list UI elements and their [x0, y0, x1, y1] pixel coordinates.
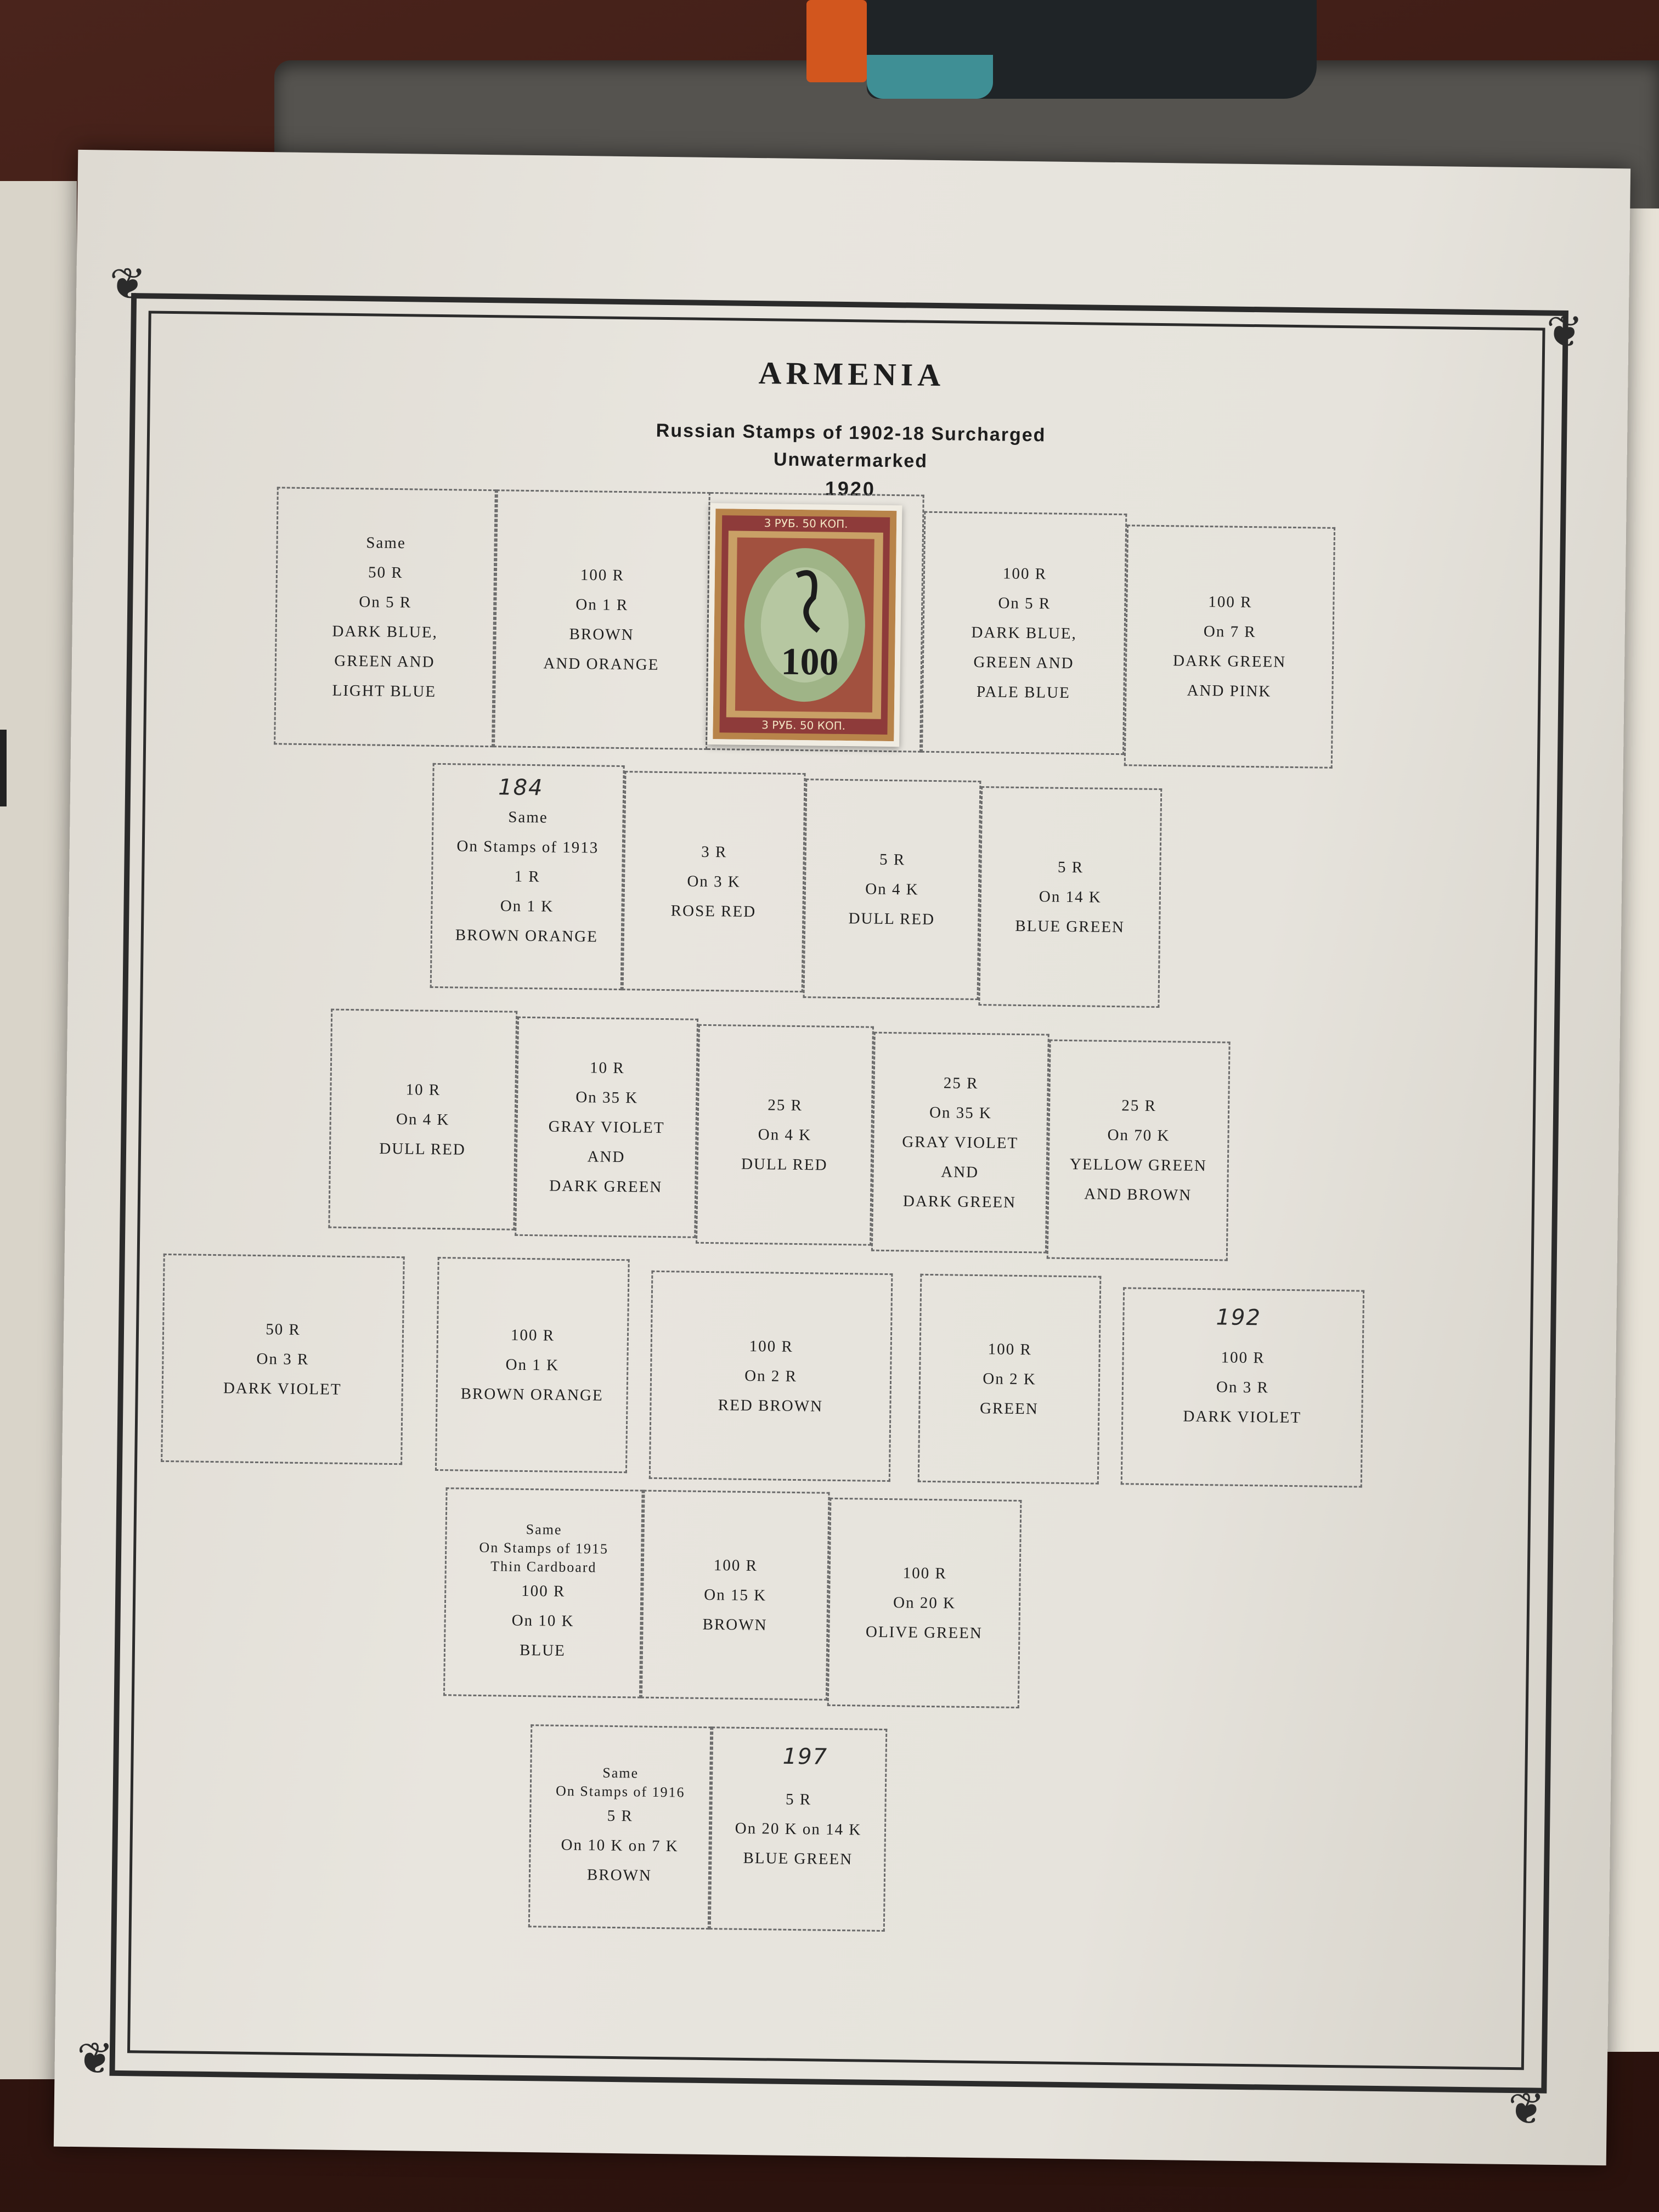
stamp-caption: On 4 K	[865, 880, 919, 899]
stamp-bottom-text: 3 РУБ. 50 КОП.	[761, 718, 846, 733]
stamp-space[interactable]	[443, 1487, 644, 1698]
stamp-caption: BLUE	[519, 1641, 566, 1660]
stamp-caption: DULL RED	[848, 910, 935, 929]
stamp-caption: 5 R	[607, 1807, 634, 1825]
stamp-caption: On 20 K	[893, 1594, 956, 1612]
stamp-space[interactable]	[1121, 1287, 1364, 1487]
album-page	[54, 150, 1630, 2165]
stamp-space[interactable]	[921, 511, 1127, 755]
stamp-caption: DARK VIOLET	[1183, 1407, 1302, 1427]
stamp-caption: 5 R	[1057, 858, 1084, 877]
stamp-top-text: 3 РУБ. 50 КОП.	[764, 516, 848, 531]
stamp-caption: GRAY VIOLET	[902, 1133, 1019, 1152]
handwritten-note: 184	[498, 775, 544, 801]
stamp-caption: On 10 K	[511, 1611, 574, 1630]
stamp-space[interactable]	[328, 1009, 517, 1231]
stamp-space[interactable]	[641, 1490, 830, 1701]
stamp-space[interactable]	[435, 1257, 630, 1473]
stamp-caption: RED BROWN	[718, 1396, 823, 1415]
corner-ornament-icon: ❦	[1508, 2085, 1545, 2134]
stamp-caption: On 5 R	[359, 593, 412, 612]
stamp-caption: On Stamps of 1916	[555, 1782, 685, 1801]
stamp-caption: 25 R	[1121, 1097, 1157, 1115]
stamp-space[interactable]	[918, 1274, 1102, 1485]
stamp-caption: On 14 K	[1039, 888, 1102, 906]
stamp-space[interactable]	[493, 489, 710, 750]
stamp-caption: 50 R	[368, 563, 403, 582]
stamp-caption: 25 R	[768, 1096, 803, 1115]
stamp-caption: On 3 K	[687, 872, 741, 891]
stamp-caption: BROWN	[569, 625, 634, 644]
stamp-caption: On 70 K	[1107, 1126, 1170, 1145]
page-tab	[0, 730, 7, 806]
stamp-caption: 100 R	[1208, 593, 1252, 612]
stamp-caption: GREEN	[979, 1400, 1039, 1418]
stamp-caption: DARK BLUE,	[971, 623, 1077, 643]
page-subtitle: Russian Stamps of 1902-18 Surcharged	[656, 420, 1046, 446]
stamp-caption: AND	[587, 1148, 625, 1166]
stamp-space[interactable]	[827, 1498, 1022, 1708]
stamp-image-icon	[713, 509, 896, 741]
stamp-caption: DARK GREEN	[1172, 652, 1286, 671]
stamp-caption: On 1 K	[500, 897, 554, 916]
stamp-caption: 50 R	[266, 1321, 301, 1339]
stamp-caption: DARK BLUE,	[332, 622, 438, 641]
stamp-caption: AND ORANGE	[543, 654, 659, 674]
stamp-caption: 3 R	[701, 843, 727, 861]
stamp-space[interactable]	[649, 1271, 893, 1482]
stamp-space[interactable]	[803, 778, 981, 1000]
stamp-caption: On 3 R	[256, 1350, 309, 1369]
corner-ornament-icon: ❦	[109, 260, 146, 309]
stamp-caption: 1 R	[514, 867, 540, 886]
corner-ornament-icon: ❦	[76, 2035, 114, 2084]
stamp-caption: ROSE RED	[670, 902, 757, 921]
stamp-caption: BROWN	[586, 1866, 652, 1884]
stamp-caption: PALE BLUE	[976, 682, 1070, 702]
page-title: ARMENIA	[758, 355, 945, 393]
mounted-stamp[interactable]	[707, 503, 902, 747]
stamp-caption: On 7 R	[1203, 622, 1256, 641]
stamp-space[interactable]	[1124, 524, 1335, 769]
stamp-caption: On 10 K on 7 K	[561, 1836, 679, 1855]
stamp-space[interactable]	[430, 763, 625, 990]
stamp-caption: BLUE GREEN	[1015, 917, 1125, 936]
stamp-caption: On 35 K	[929, 1103, 992, 1122]
stamp-caption: On 1 K	[505, 1356, 560, 1374]
stamp-caption: BROWN ORANGE	[455, 926, 599, 946]
stamp-caption: AND BROWN	[1084, 1185, 1192, 1204]
stamp-caption: On Stamps of 1913	[456, 837, 599, 857]
stamp-caption: 100 R	[1002, 565, 1047, 583]
stamp-caption: BROWN ORANGE	[460, 1385, 603, 1404]
stamp-space[interactable]	[978, 786, 1162, 1008]
stamp-caption: 100 R	[510, 1326, 555, 1345]
stamp-caption: GRAY VIOLET	[548, 1118, 665, 1137]
clamp-tip	[867, 55, 993, 99]
stamp-overprint: 100	[781, 640, 839, 684]
issue-year: 1920	[825, 477, 876, 500]
stamp-caption: DULL RED	[741, 1155, 828, 1174]
handwritten-note: 192	[1216, 1305, 1262, 1331]
stamp-space[interactable]	[528, 1724, 712, 1929]
stamp-caption: On 4 K	[758, 1126, 812, 1144]
stamp-caption: 100 R	[988, 1340, 1032, 1359]
stamp-space[interactable]	[696, 1024, 874, 1246]
stamp-caption: DARK GREEN	[549, 1177, 663, 1196]
stamp-space[interactable]	[161, 1254, 405, 1465]
stamp-caption: 100 R	[521, 1582, 566, 1600]
stamp-caption: On 20 K on 14 K	[735, 1819, 862, 1839]
stamp-caption: Thin Cardboard	[490, 1558, 597, 1576]
stamp-caption: YELLOW GREEN	[1069, 1155, 1207, 1175]
corner-ornament-icon: ❦	[1545, 308, 1584, 357]
stamp-caption: 10 R	[589, 1059, 625, 1077]
stamp-caption: Same	[602, 1764, 639, 1781]
clamp-handle	[806, 0, 867, 82]
stamp-caption: DARK VIOLET	[223, 1379, 342, 1398]
handwritten-note: 197	[782, 1743, 828, 1770]
stamp-caption: BROWN	[702, 1615, 768, 1634]
watermark-note: Unwatermarked	[773, 449, 928, 472]
stamp-caption: GREEN AND	[973, 653, 1074, 673]
stamp-caption: GREEN AND	[334, 652, 435, 671]
stamp-caption: 5 R	[785, 1790, 812, 1809]
stamp-caption: Same	[508, 808, 548, 827]
stamp-caption: On 2 R	[744, 1367, 798, 1386]
stamp-caption: AND	[941, 1163, 979, 1182]
stamp-caption: On 35 K	[575, 1088, 639, 1107]
stamp-caption: 100 R	[749, 1337, 794, 1356]
stamp-caption: On Stamps of 1915	[479, 1539, 609, 1557]
stamp-caption: DULL RED	[379, 1139, 466, 1159]
stamp-caption: On 2 K	[983, 1370, 1036, 1389]
stamp-space[interactable]	[622, 771, 806, 992]
stamp-space[interactable]	[709, 1726, 887, 1932]
stamp-caption: BLUE GREEN	[743, 1849, 853, 1869]
stamp-caption: AND PINK	[1187, 681, 1272, 701]
stamp-caption: 25 R	[943, 1074, 979, 1093]
stamp-caption: On 4 K	[396, 1110, 450, 1129]
stamp-caption: On 3 R	[1216, 1378, 1269, 1397]
stamp-caption: 10 R	[405, 1081, 441, 1099]
stamp-caption: LIGHT BLUE	[332, 681, 437, 701]
stamp-caption: On 5 R	[998, 594, 1051, 613]
stamp-caption: Same	[526, 1521, 562, 1538]
stamp-caption: 100 R	[580, 566, 625, 585]
stamp-caption: 100 R	[902, 1564, 947, 1583]
stamp-space[interactable]	[871, 1032, 1049, 1254]
stamp-space[interactable]	[1047, 1040, 1231, 1261]
stamp-caption: 100 R	[1221, 1348, 1265, 1367]
stamp-caption: On 15 K	[704, 1585, 767, 1605]
stamp-caption: DARK GREEN	[902, 1192, 1017, 1211]
stamp-caption: 5 R	[879, 850, 906, 869]
stamp-caption: Same	[366, 534, 407, 552]
stamp-caption: OLIVE GREEN	[865, 1623, 983, 1643]
stamp-caption: On 1 R	[575, 595, 629, 614]
stamp-caption: 100 R	[713, 1556, 758, 1575]
stamp-space[interactable]	[274, 487, 496, 747]
stamp-space[interactable]	[515, 1017, 698, 1238]
